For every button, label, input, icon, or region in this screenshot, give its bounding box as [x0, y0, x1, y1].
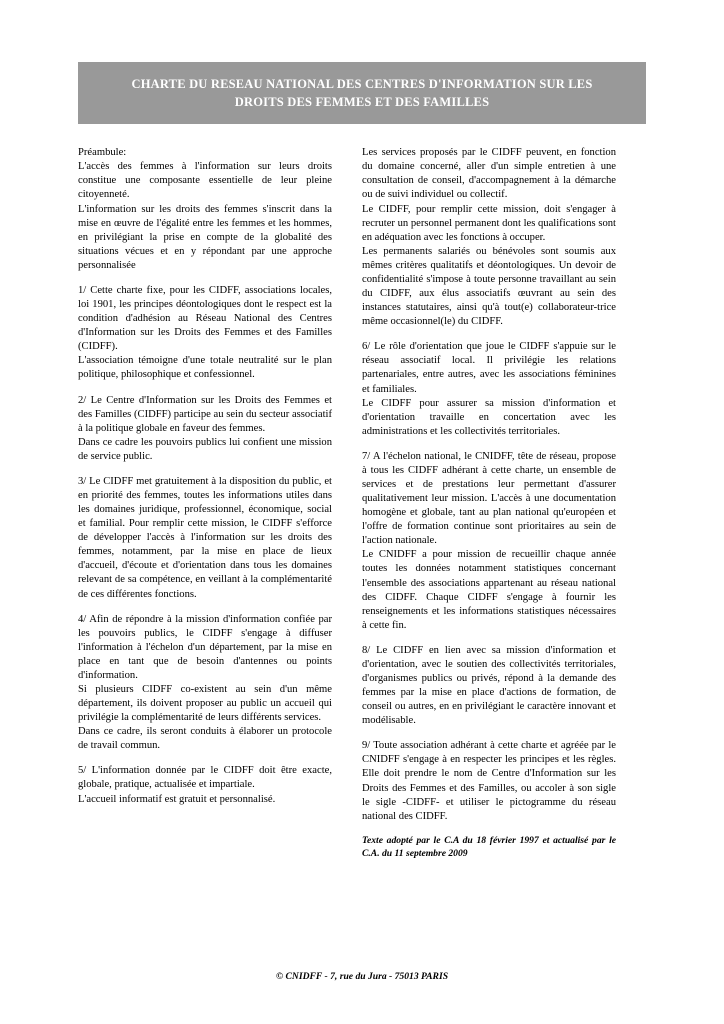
paragraph: Dans ce cadre, ils seront conduits à élaborer un protocole de travail commun. — [78, 726, 332, 752]
adoption-note: Texte adopté par le C.A du 18 février 1997 et actualisé par le C.A. du 11 septembre 2009 — [362, 834, 616, 859]
two-column-body — [78, 146, 646, 871]
paragraph: 8/ Le CIDFF en lien avec sa mission d'information et d'orientation, avec le soutien des collectivités territoriales, d'organismes publics ou privés, répond à la demande des femmes par la mise en place d'actions de formation, de conseil ou autres, en en privilégiant le caractère innovant et modélisable. — [362, 644, 616, 727]
paragraph: L'association témoigne d'une totale neutralité sur le plan politique, philosophique et confessionnel. — [78, 355, 332, 381]
right-column — [362, 146, 616, 871]
paragraph: Dans ce cadre les pouvoirs publics lui confient une mission de service public. — [78, 436, 332, 462]
paragraph: L'information sur les droits des femmes s'inscrit dans la mise en œuvre de l'égalité entre les femmes et les hommes, en privilégiant la prise en compte de la globalité des situations vécues et en y répondant par une approche personnalisée — [78, 203, 332, 271]
page-footer: © CNIDFF - 7, rue du Jura - 75013 PARIS — [275, 971, 449, 982]
paragraph: Si plusieurs CIDFF co-existent au sein d'un même département, ils doivent proposer au public un accueil qui privilégie la complémentarité de leurs différents services. — [78, 683, 332, 724]
paragraph: Le CNIDFF a pour mission de recueillir chaque année toutes les données notamment statistiques concernant l'ensemble des associations appartenant au réseau national des CIDFF. Chaque CIDFF s'engage à fournir les renseignements et les informations statistiques nécessaires à cette fin. — [362, 549, 616, 631]
paragraph: Le CIDFF pour assurer sa mission d'information et d'orientation travaille en concertation avec les administrations et les collectivités territoriales. — [362, 397, 616, 437]
paragraph: Les permanents salariés ou bénévoles sont soumis aux mêmes critères qualitatifs et déontologiques. Un devoir de confidentialité s'impose à toute personne travaillant au sein du CIDFF, aux élus associatifs œuvrant au sein des instances statutaires, ainsi qu'à tout(e) collaborateur-trice même occasionnel(le) du CIDFF. — [362, 245, 616, 328]
paragraph: 5/ L'information donnée par le CIDFF doit être exacte, globale, pratique, actualisée et impartiale. — [78, 765, 332, 791]
left-column — [78, 146, 332, 817]
paragraph: 2/ Le Centre d'Information sur les Droits des Femmes et des Familles (CIDFF) participe au sein du secteur associatif à la politique globale en faveur des femmes. — [78, 394, 332, 434]
paragraph: Les services proposés par le CIDFF peuvent, en fonction du domaine concerné, aller d'un simple entretien à une consultation de conseil, d'accompagnement à la démarche ou de suivi individuel ou collectif. — [362, 147, 616, 201]
document-title: CHARTE DU RESEAU NATIONAL DES CENTRES D'INFORMATION SUR LES DROITS DES FEMMES ET DES FAMILLES — [78, 62, 646, 124]
paragraph: L'accueil informatif est gratuit et personnalisé. — [78, 793, 276, 805]
paragraph: 3/ Le CIDFF met gratuitement à la disposition du public, et en priorité des femmes, toutes les informations utiles dans les domaines juridique, professionnel, économique, social et familial. Pour remplir cette mission, le CIDFF s'efforce de développer l'accès à l'information sur les droits des femmes, notamment, par la mise en place de lieux d'accueil, d'écoute et d'orientation dans tous les domaines relevant de sa compétence, en veillant à la complémentarité de ces différentes fonctions. — [78, 475, 332, 600]
paragraph: 1/ Cette charte fixe, pour les CIDFF, associations locales, loi 1901, les principes déontologiques dont le respect est la condition d'adhésion au Réseau National des Centres d'Information sur les Droits des Femmes et des Familles (CIDFF). — [78, 284, 332, 353]
paragraph: Préambule: — [78, 147, 127, 159]
paragraph: 7/ A l'échelon national, le CNIDFF, tête de réseau, propose à tous les CIDFF adhérant à cette charte, un ensemble de services et de prestations leur permettant d'assurer qualitativement leur mission. L'accès à une documentation homogène et globale, tant au plan national qu'européen et l'offre de formation continue sont prioritaires au sein de l'action nationale. — [362, 450, 616, 547]
paragraph: 6/ Le rôle d'orientation que joue le CIDFF s'appuie sur le réseau associatif local. Il privilégie les relations partenariales, entre autres, avec les associations féminines et familiales. — [362, 341, 616, 395]
paragraph: 4/ Afin de répondre à la mission d'information confiée par les pouvoirs publics, le CIDFF s'engage à diffuser l'information à l'échelon d'un département, par la mise en place en tant que de besoin d'antennes ou points d'information. — [78, 613, 332, 681]
paragraph: 9/ Toute association adhérant à cette charte et agréée par le CNIDFF s'engage à en respecter les principes et les règles. Elle doit prendre le nom de Centre d'Information sur les Droits des Femmes et des Familles, ou accoler à son sigle le sigle -CIDFF- et utiliser le pictogramme du réseau national des CIDFF. — [362, 740, 616, 822]
paragraph: L'accès des femmes à l'information sur leurs droits constitue une composante essentielle de leur pleine citoyenneté. — [78, 161, 332, 201]
paragraph: Le CIDFF, pour remplir cette mission, doit s'engager à recruter un personnel permanent dont les qualifications sont en adéquation avec les fonctions à occuper. — [362, 203, 616, 243]
